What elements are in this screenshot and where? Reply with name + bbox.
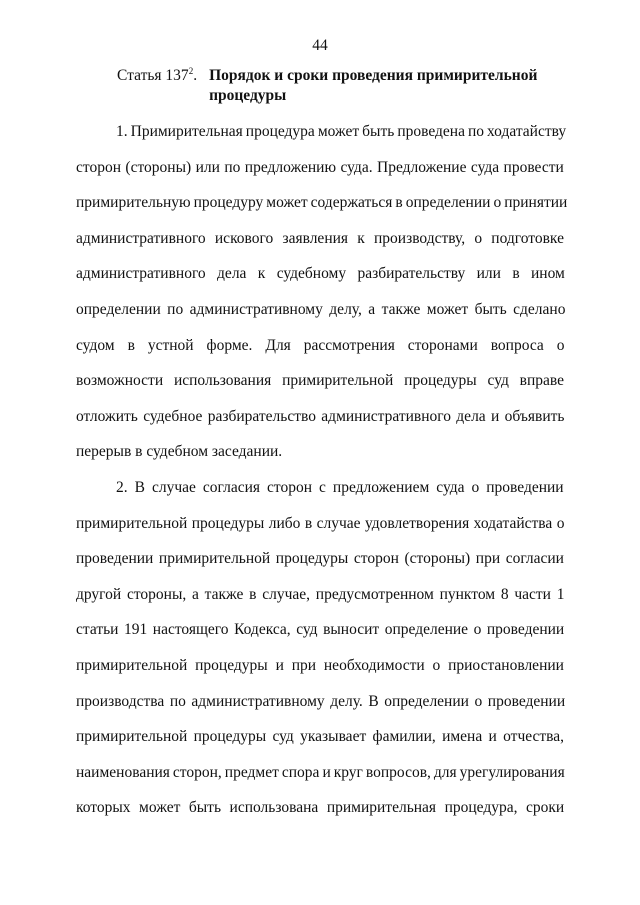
article-body bbox=[76, 114, 568, 826]
text-line: примирительную процедуру может содержаться в определении о принятии bbox=[76, 194, 568, 212]
text-line: 2. В случае согласия сторон с предложением суда о проведении bbox=[116, 478, 564, 496]
article-number: Статья $137^2$. bbox=[117, 65, 198, 84]
text-line: 1. Примирительная процедура может быть проведена по ходатайству bbox=[116, 123, 567, 140]
text-line: примирительной процедуры либо в случае удовлетворения ходатайства о bbox=[76, 514, 565, 532]
text-line: проведении примирительной процедуры сторон (стороны) при согласии bbox=[76, 550, 564, 568]
text-line: наименования сторон, предмет спора и круг вопросов, для урегулирования bbox=[76, 763, 565, 781]
paragraph-1 bbox=[76, 114, 568, 470]
text-line: которых может быть использована примирительная процедура, сроки bbox=[76, 799, 565, 817]
page-number: 44 bbox=[312, 37, 328, 54]
article-title bbox=[209, 66, 537, 106]
paragraph-2 bbox=[76, 470, 564, 826]
text-line: определении по административному делу, а также может быть сделано bbox=[76, 300, 566, 318]
article-title-line-1: Порядок и сроки проведения примирительной bbox=[209, 67, 538, 84]
text-line: статьи 191 настоящего Кодекса, суд выносит определение о проведении bbox=[76, 621, 565, 639]
text-line: другой стороны, а также в случае, предусмотренном пунктом 8 части 1 bbox=[76, 585, 565, 603]
text-line: перерыв в судебном заседании. bbox=[76, 443, 283, 461]
text-line: сторон (стороны) или по предложению суда. Предложение суда провести bbox=[76, 158, 564, 176]
article-heading bbox=[117, 66, 564, 106]
text-line: возможности использования примирительной процедуры суд вправе bbox=[76, 372, 565, 390]
text-line: примирительной процедуры и при необходимости о приостановлении bbox=[76, 656, 564, 674]
text-line: примирительной процедуры суд указывает фамилии, имена и отчества, bbox=[76, 728, 565, 746]
article-title-line-2: процедуры bbox=[209, 87, 287, 104]
text-line: административного дела к судебному разбирательству или в ином bbox=[76, 265, 565, 283]
text-line: производства по административному делу. В определении о проведении bbox=[76, 692, 566, 710]
text-line: отложить судебное разбирательство административного дела и объявить bbox=[76, 407, 565, 425]
text-line: административного искового заявления к производству, о подготовке bbox=[76, 229, 564, 247]
text-line: судом в устной форме. Для рассмотрения сторонами вопроса о bbox=[76, 336, 565, 354]
